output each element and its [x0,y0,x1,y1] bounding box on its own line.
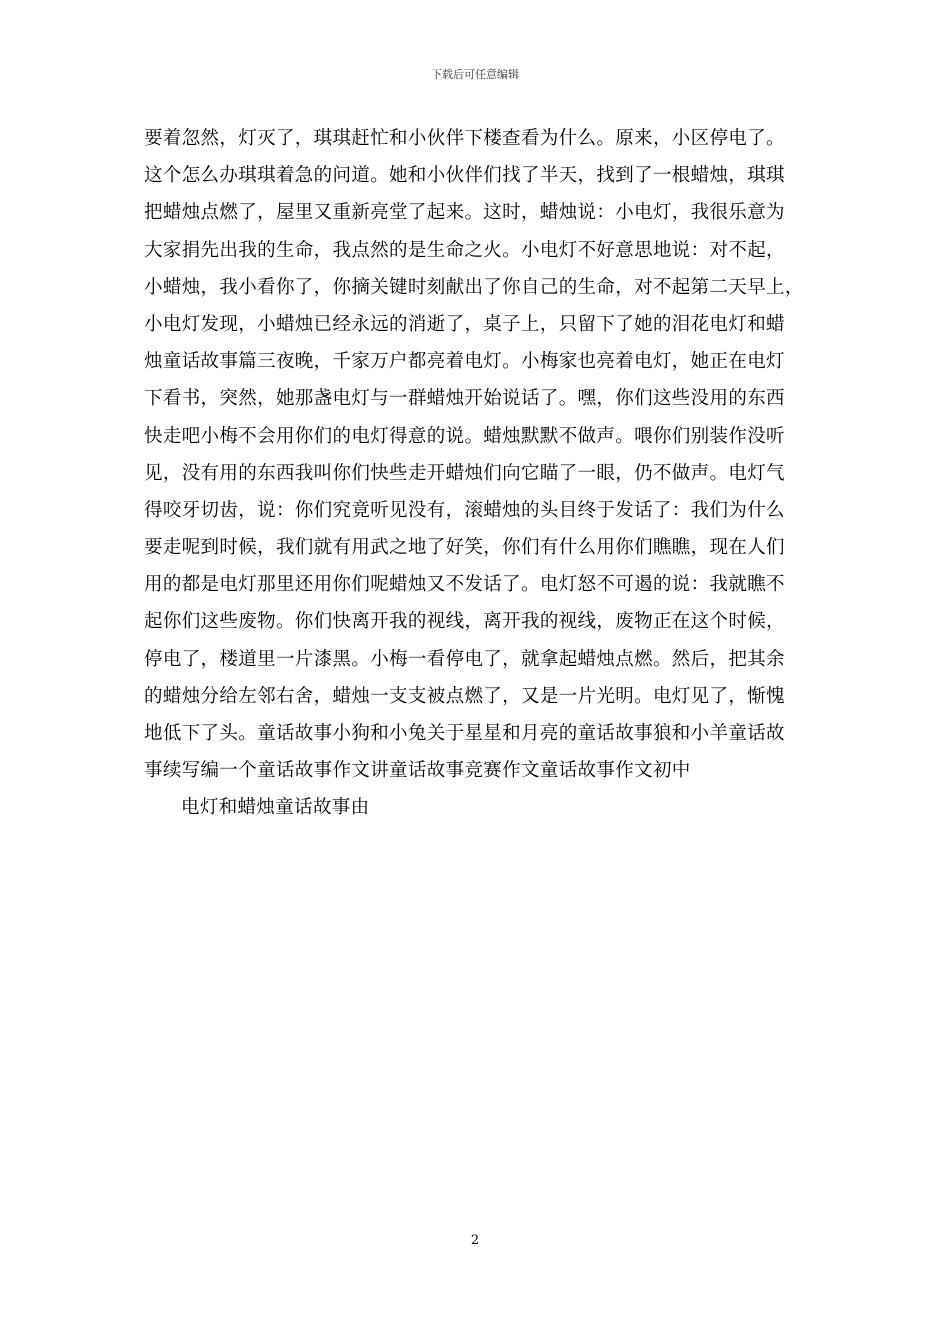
text-line: 快走吧小梅不会用你们的电灯得意的说。蜡烛默默不做声。喂你们别装作没听 [144,425,785,447]
closing-paragraph: 电灯和蜡烛童话故事由 [181,797,370,819]
text-line: 停电了，楼道里一片漆黑。小梅一看停电了，就拿起蜡烛点燃。然后，把其余 [144,648,785,670]
text-line: 事续写编一个童话故事作文讲童话故事竞赛作文童话故事作文初中 [144,760,691,782]
text-line: 地低下了头。童话故事小狗和小兔关于星星和月亮的童话故事狼和小羊童话故 [144,723,785,744]
text-line: 要走呢到时候，我们就有用武之地了好笑，你们有什么用你们瞧瞧，现在人们 [144,537,785,559]
text-line: 要着忽然，灯灭了，琪琪赶忙和小伙伴下楼查看为什么。原来，小区停电了。 [144,128,785,149]
text-line: 大家捐先出我的生命，我点然的是生命之火。小电灯不好意思地说：对不起， [144,239,785,261]
text-line: 的蜡烛分给左邻右舍，蜡烛一支支被点燃了，又是一片光明。电灯见了，惭愧 [144,685,785,707]
text-line: 起你们这些废物。你们快离开我的视线，离开我的视线，废物正在这个时候， [144,611,785,633]
document-body [144,120,816,827]
text-line: 小电灯发现，小蜡烛已经永远的消逝了，桌子上，只留下了她的泪花电灯和蜡 [144,313,785,335]
page-header: 下载后可任意编辑 [431,68,519,81]
text-line: 这个怎么办琪琪着急的问道。她和小伙伴们找了半天，找到了一根蜡烛，琪琪 [144,165,785,187]
text-line: 用的都是电灯那里还用你们呢蜡烛又不发话了。电灯怒不可遏的说：我就瞧不 [144,574,785,596]
text-line: 下看书，突然，她那盏电灯与一群蜡烛开始说话了。嘿，你们这些没用的东西 [144,388,785,410]
text-line: 见，没有用的东西我叫你们快些走开蜡烛们向它瞄了一眼，仍不做声。电灯气 [144,462,785,484]
page-number: 2 [470,1233,480,1248]
text-line: 把蜡烛点燃了，屋里又重新亮堂了起来。这时，蜡烛说：小电灯，我很乐意为 [144,202,785,224]
text-line: 烛童话故事篇三夜晚，千家万户都亮着电灯。小梅家也亮着电灯，她正在电灯 [144,351,785,373]
text-line: 得咬牙切齿，说：你们究竟听见没有，滚蜡烛的头目终于发话了：我们为什么 [144,499,785,521]
text-line: 小蜡烛，我小看你了，你摘关键时刻献出了你自己的生命，对不起第二天早上， [144,276,804,298]
